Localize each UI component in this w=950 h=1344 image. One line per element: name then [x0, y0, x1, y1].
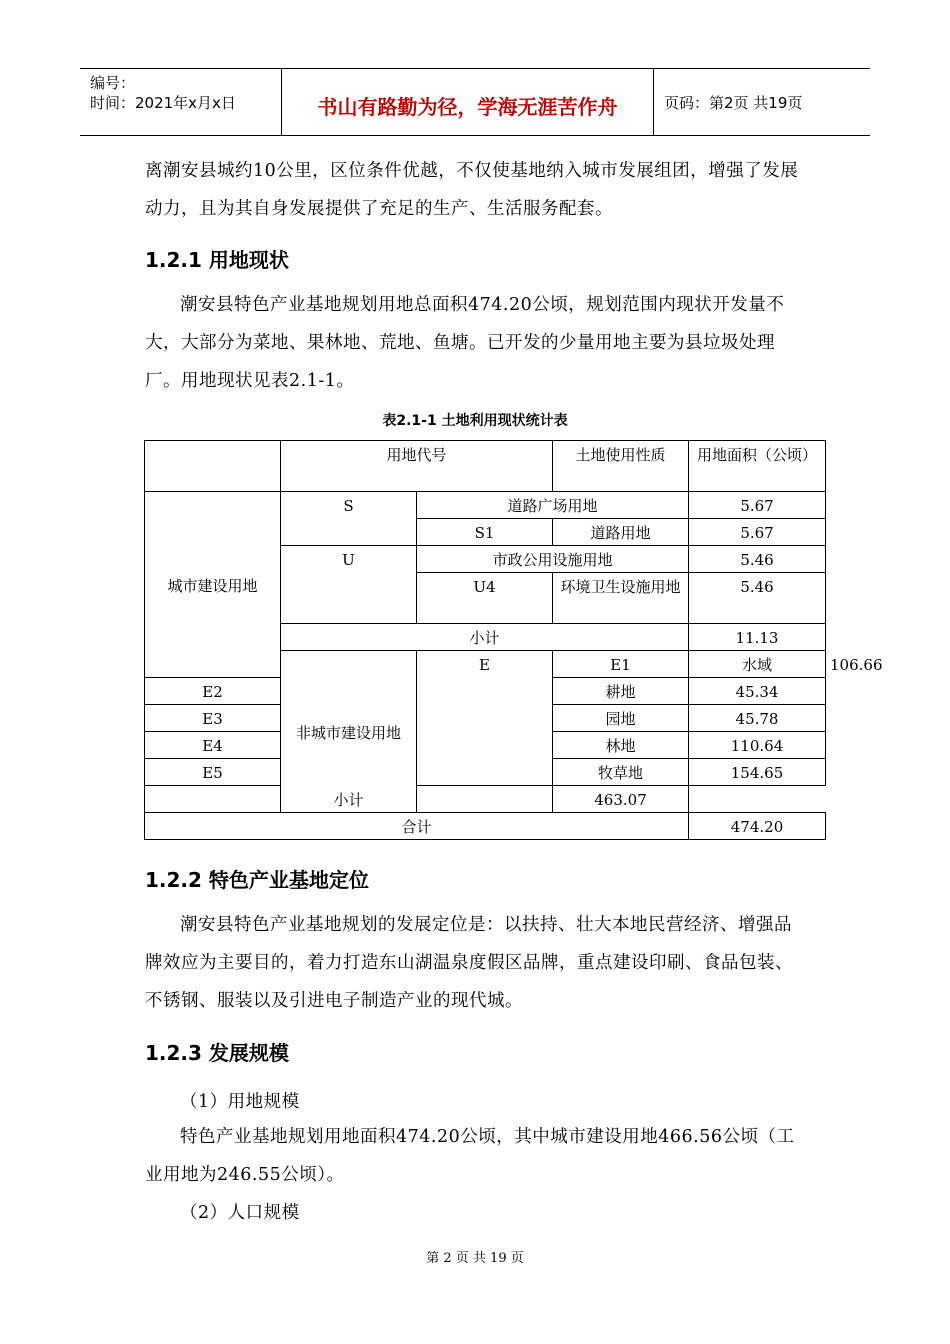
e1-name: 水域: [689, 651, 826, 678]
table-header-row: [145, 441, 826, 492]
u4-name: 环境卫生设施用地: [553, 573, 689, 624]
s1-code: S1: [417, 519, 553, 546]
section-121-body: 潮安县特色产业基地规划用地总面积474.20公顷，规划范围内现状开发量不大，大部分为菜地、果林地、荒地、鱼塘。已开发的少量用地主要为县垃圾处理厂。用地现状见表2.1-1。: [145, 295, 785, 391]
header-nature: 土地使用性质: [553, 441, 689, 492]
e5-code: E5: [145, 759, 281, 786]
land-use-table: [144, 440, 883, 840]
e4-code: E4: [145, 732, 281, 759]
intro-paragraph: 离潮安县城约10公里，区位条件优越，不仅使基地纳入城市发展组团，增强了发展动力，且为其自身发展提供了充足的生产、生活服务配套。: [145, 161, 799, 219]
e2-name: 耕地: [553, 678, 689, 705]
e3-area: 45.78: [689, 705, 826, 732]
s1-name: 道路用地: [553, 519, 689, 546]
e2-area: 45.34: [689, 678, 826, 705]
page-header: [80, 68, 870, 136]
total-label: 合计: [145, 813, 689, 840]
e5-name: 牧草地: [553, 759, 689, 786]
u-name: 市政公用设施用地: [417, 546, 689, 573]
e1-code: E1: [553, 651, 689, 678]
table-caption: 表2.1-1 土地利用现状统计表: [382, 413, 568, 429]
table-row: [145, 492, 826, 519]
section-123-body1: 特色产业基地规划用地面积474.20公顷，其中城市建设用地466.56公顷（工业用地为246.55公顷）。: [145, 1127, 795, 1185]
total-area: 474.20: [689, 813, 826, 840]
section-123-item1: （1）用地规模: [180, 1092, 300, 1112]
header-meta: [80, 69, 282, 135]
urban-label: 城市建设用地: [145, 492, 281, 678]
s1-area: 5.67: [689, 519, 826, 546]
number-label: 编号：: [90, 74, 136, 92]
table-total-row: [145, 813, 826, 840]
urban-subtotal-area: 11.13: [689, 624, 826, 651]
section-123-title: 1.2.3 发展规模: [145, 1041, 289, 1065]
header-page-label: 页码：第2页 共19页: [664, 93, 803, 112]
page-footer: 第 2 页 共 19 页: [426, 1251, 524, 1266]
header-code: 用地代号: [281, 441, 553, 492]
u-area: 5.46: [689, 546, 826, 573]
header-empty-cell: [145, 441, 281, 492]
non-urban-subtotal-label: 小计: [145, 786, 553, 813]
e2-code: E2: [145, 678, 281, 705]
table-row: [145, 786, 826, 813]
header-area: 用地面积（公顷）: [689, 441, 826, 492]
section-122-title: 1.2.2 特色产业基地定位: [145, 868, 369, 892]
header-motto: 书山有路勤为径，学海无涯苦作舟: [282, 69, 654, 135]
u4-area: 5.46: [689, 573, 826, 624]
section-122-body: 潮安县特色产业基地规划的发展定位是：以扶持、壮大本地民营经济、增强品牌效应为主要目的，着力打造东山湖温泉度假区品牌，重点建设印刷、食品包装、不锈钢、服装以及引进电子制造产业的现代城。: [145, 915, 793, 1011]
date-label: 时间：2021年x月x日: [90, 94, 236, 112]
urban-subtotal-label: 小计: [281, 624, 689, 651]
s-area: 5.67: [689, 492, 826, 519]
table-row: 非城市建设用地 E E1 水域 106.66: [145, 651, 826, 678]
e-code: E: [417, 651, 553, 786]
e5-area: 154.65: [689, 759, 826, 786]
non-urban-subtotal-area: 463.07: [553, 786, 689, 813]
s-name: 道路广场用地: [417, 492, 689, 519]
e4-area: 110.64: [689, 732, 826, 759]
e4-name: 林地: [553, 732, 689, 759]
e3-code: E3: [145, 705, 281, 732]
u-code: U: [281, 546, 417, 624]
section-123-item2: （2）人口规模: [180, 1203, 300, 1223]
non-urban-label: 非城市建设用地: [281, 651, 417, 813]
u4-code: U4: [417, 573, 553, 624]
section-121-title: 1.2.1 用地现状: [145, 248, 289, 272]
e3-name: 园地: [553, 705, 689, 732]
s-code: S: [281, 492, 417, 546]
